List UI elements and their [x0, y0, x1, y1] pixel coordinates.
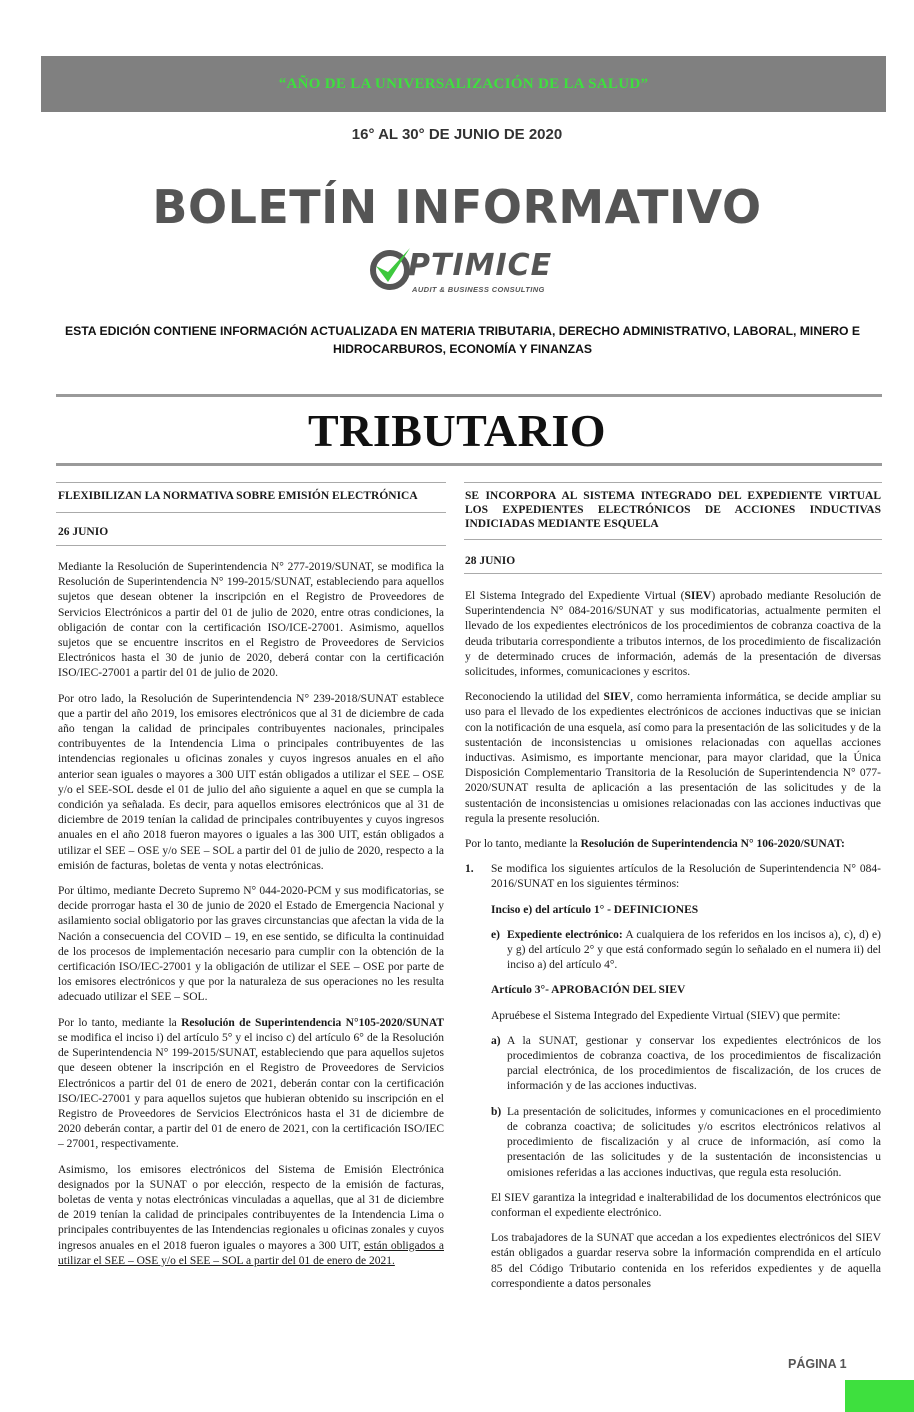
list-item — [491, 1105, 881, 1181]
text-run: Por lo tanto, mediante la — [465, 838, 581, 851]
right-article-heading-box — [465, 489, 881, 531]
text-run: A cualquiera de los referidos en los incisos a), c), d) e) y g) del artículo 2° y que está conformado según lo señalado en el numera ii) del inciso a) del artículo 4°. — [507, 928, 881, 972]
logo-subtitle: AUDIT & BUSINESS CONSULTING — [412, 285, 545, 294]
paragraph: El SIEV garantiza la integridad e inalterabilidad de los documentos electrónicos que conforman el expediente electrónico. — [491, 1191, 881, 1219]
right-article-date: 28 JUNIO — [465, 555, 516, 567]
bold-term: SIEV — [684, 590, 712, 602]
right-article-date-box — [465, 554, 881, 569]
list-text: La presentación de solicitudes, informes y comunicaciones en el procedimiento de cobranza coactiva; de solicitudes y/o escritos electrónicos relativos al procedimiento de fiscalización y al cruce de información, así como la presentación de las solicitudes y de la sustentación de inconsistencias u omisiones referidas a las acciones inductivas, que regula esta resolución. — [507, 1105, 881, 1179]
left-heading-rule-top — [56, 482, 446, 483]
list-letter: e) — [491, 928, 500, 941]
left-heading-rule-bottom — [56, 512, 446, 513]
resolution-reference: Resolución de Superintendencia N°105-2020/SUNAT — [181, 1016, 444, 1029]
edition-note: ESTA EDICIÓN CONTIENE INFORMACIÓN ACTUALIZADA EN MATERIA TRIBUTARIA, DERECHO ADMINISTRATIVO, LABORAL, MINERO E HIDROCARBUROS, ECONOMÍA Y FINANZAS — [64, 324, 861, 356]
left-article-body — [58, 560, 444, 1279]
page-title: BOLETÍN INFORMATIVO — [152, 180, 762, 234]
left-article-date-box — [58, 525, 444, 540]
right-heading-rule-bottom — [464, 539, 882, 540]
right-article-body — [465, 589, 881, 1302]
list-text: Se modifica los siguientes artículos de la Resolución de Superintendencia N° 084-2016/SUNAT en los siguientes términos: — [491, 863, 881, 891]
paragraph — [465, 589, 881, 680]
paragraph — [58, 1016, 444, 1153]
text-run: , como herramienta informática, se decide ampliar su uso para el llevado de los expedientes electrónicos de acciones inductivas que se inician con la notificación de una esquela, así como para la presentación de las solicitudes y de la sustentación de inconsistencias u omisiones relacionadas con aquellas acciones inductivas. Asimismo, es importante mencionar, para mayor claridad, que la Única Disposición Complementario Transitoria de la Resolución de Superintendencia N° 077-2020/SUNAT resulta de aplicación a las presentación de las solicitudes y de la sustentación de inconsistencias u omisiones relacionadas con las acciones inductivas que regula la presente resolución. — [465, 691, 881, 825]
left-article-heading: FLEXIBILIZAN LA NORMATIVA SOBRE EMISIÓN ELECTRÓNICA — [58, 490, 418, 502]
list-letter: a) — [491, 1034, 501, 1047]
paragraph: Por último, mediante Decreto Supremo N° 044-2020-PCM y sus modificatorias, se decide prorrogar hasta el 30 de junio de 2020 el Estado de Emergencia Nacional y asilamiento social obligatorio por las graves circunstancias que afectan la vida de la Nación a consecuencia del COVID – 19, en ese sentido, se dificulta la continuidad de los procesos de implementación necesario para cumplir con la obtención de la certificación ISO/IEC-27001 y la obligación de utilizar el SEE – OSE por parte de los emisores electrónicos y que por la naturaleza de sus operaciones no les resulta adecuado utilizar el SEE – SOL. — [58, 885, 444, 1004]
resolution-reference: Resolución de Superintendencia N° 106-2020/SUNAT: — [580, 838, 845, 851]
banner-slogan: “AÑO DE LA UNIVERSALIZACIÓN DE LA SALUD” — [278, 75, 649, 92]
text-run: Reconociendo la utilidad del — [465, 691, 604, 704]
corner-accent — [845, 1380, 914, 1412]
paragraph: Apruébese el Sistema Integrado del Expediente Virtual (SIEV) que permite: — [491, 1009, 841, 1022]
right-article-heading: SE INCORPORA AL SISTEMA INTEGRADO DEL EXPEDIENTE VIRTUAL LOS EXPEDIENTES ELECTRÓNICOS DE ACCIONES INDUCTIVAS INDICIADAS MEDIANTE ESQUELA — [465, 490, 881, 530]
right-date-rule — [464, 573, 882, 574]
section-title: TRIBUTARIO — [307, 405, 607, 456]
subheading: Artículo 3°- APROBACIÓN DEL SIEV — [491, 984, 686, 997]
underlined-text: están obligados a utilizar el SEE – OSE y/o el SEE – SOL a partir del 01 de enero de 2021. — [58, 1239, 444, 1267]
section-top-rule — [56, 394, 882, 397]
list-item — [491, 1034, 881, 1095]
list-item — [465, 862, 881, 892]
bold-term: Expediente electrónico: — [507, 928, 623, 941]
logo-wordmark: PTIMICE — [408, 248, 553, 283]
section-bottom-rule — [56, 463, 882, 466]
subheading: Inciso e) del artículo 1° - DEFINICIONES — [491, 903, 699, 916]
paragraph: Mediante la Resolución de Superintendencia N° 277-2019/SUNAT, se modifica la Resolución de Superintendencia N° 199-2015/SUNAT, estableciendo para aquellos sujetos que desean obtener la inscripción en el Registro de Proveedores de Servicios Electrónicos a partir del 01 de julio de 2020, entre otras condiciones, la obligación de contar con la certificación ISO/ICE-27001. Asimismo, aquellos sujetos que se encuentre inscritos en el Registro de Proveedores de Servicios Electrónicos hasta el 30 de junio de 2020, deberá contar con la certificación ISO/IEC-27001 a partir del 01 de julio de 2020. — [58, 561, 444, 680]
list-letter: b) — [491, 1105, 502, 1118]
left-date-rule — [56, 545, 446, 546]
check-mark-icon — [370, 246, 412, 292]
nested-content — [491, 903, 881, 1292]
list-number: 1. — [465, 863, 474, 876]
paragraph — [465, 690, 881, 827]
header-banner — [41, 56, 886, 112]
list-text — [507, 928, 881, 974]
text-run: El Sistema Integrado del Expediente Virtual ( — [465, 590, 685, 602]
paragraph: Por otro lado, la Resolución de Superintendencia N° 239-2018/SUNAT establece que a partir del año 2019, los emisores electrónicos que al 31 de diciembre de cada año tengan la calidad de principales contribuyentes nacionales, principales contribuyentes de la Intendencia Lima o principales contribuyentes de las intendencias regionales u oficinas zonales y cuyos ingresos anuales en el año anterior sean iguales o mayores a 300 UIT están obligados a utilizar el SEE – OSE y/o el SEE-SOL desde el 01 de julio del año siguiente a aquel en que se cumpla la condición ya señalada. Es decir, para aquellos emisores electrónicos que al 31 de diciembre de 2019 tenían la calidad de principales contribuyentes y cuyos ingresos anuales en el año 2018 fueron mayores o iguales a las 300 UIT, están obligados a utilizar el SEE – OSE y/o SEE – SOL a partir del 01 de julio de 2020, respecto a la emisión de facturas, boletas de venta y notas electrónicas. — [58, 692, 444, 872]
company-logo — [370, 246, 560, 300]
list-item — [491, 928, 881, 974]
paragraph: Los trabajadores de la SUNAT que accedan a los expedientes electrónicos del SIEV están obligados a guardar reserva sobre la información comprendida en el artículo 85 del Código Tributario contenida en los referidos expedientes y de aquella correspondiente a datos personales — [491, 1232, 881, 1290]
text-run: ) aprobado mediante Resolución de Superintendencia N° 084-2016/SUNAT y sus modificatorias, actualmente permiten el llevado de los expedientes electrónicos de los procedimientos de cobranza coactiva de la deuda tributaria correspondiente a tributos internos, de los procedimiento de fiscalización y de determinado cruces de información, además de la presentación de diversas solicitudes, informes, comunicaciones y escritos. — [465, 590, 881, 679]
left-article-heading-box — [58, 489, 444, 503]
text-run: se modifica el inciso i) del artículo 5° y el inciso c) del artículo 6° de la Resolución de Superintendencia N° 199-2015/SUNAT, estableciendo que para aquellos sujetos que deseen obtener la inscripción en el Registro de Proveedores de Servicios Electrónicos a partir del 01 de enero de 2021, deberán contar con la certificación ISO/IEC-27001 y para aquellos sujetos que hubieran obtenido su inscripción en el Registro de Proveedores de Servicios Electrónicos hasta el 31 de diciembre de 2020 deberán contar, a partir del 01 de enero de 2021, con la certificación ISO/IEC – 27001, respectivamente. — [58, 1031, 444, 1151]
paragraph — [58, 1163, 444, 1269]
date-range: 16° AL 30° DE JUNIO DE 2020 — [351, 126, 563, 143]
text-run: Por lo tanto, mediante la — [58, 1016, 182, 1029]
page-number: PÁGINA 1 — [788, 1357, 847, 1371]
list-text: A la SUNAT, gestionar y conservar los expedientes electrónicos de los procedimientos de cobranza coactiva, de los procedimientos de fiscalización parcial electrónica, de los procedimientos de fiscalización, de los cruces de información y de las acciones inductivas. — [507, 1034, 881, 1093]
left-article-date: 26 JUNIO — [58, 526, 109, 538]
text-run: Asimismo, los emisores electrónicos del Sistema de Emisión Electrónica designados por la SUNAT o por elección, respecto de la emisión de facturas, boletas de venta y notas electrónicas vinculadas a aquellas, que al 31 de diciembre de 2019 tenían la calidad de principales contribuyentes de la Intendencia Lima o principales contribuyentes de las Intendencias regionales u oficinas zonales y cuyos ingresos anuales en el 2018 fueron iguales o mayores a 300 UIT, — [58, 1163, 444, 1252]
bold-term: SIEV — [603, 691, 631, 704]
right-heading-rule-top — [464, 482, 882, 483]
paragraph — [465, 837, 881, 852]
